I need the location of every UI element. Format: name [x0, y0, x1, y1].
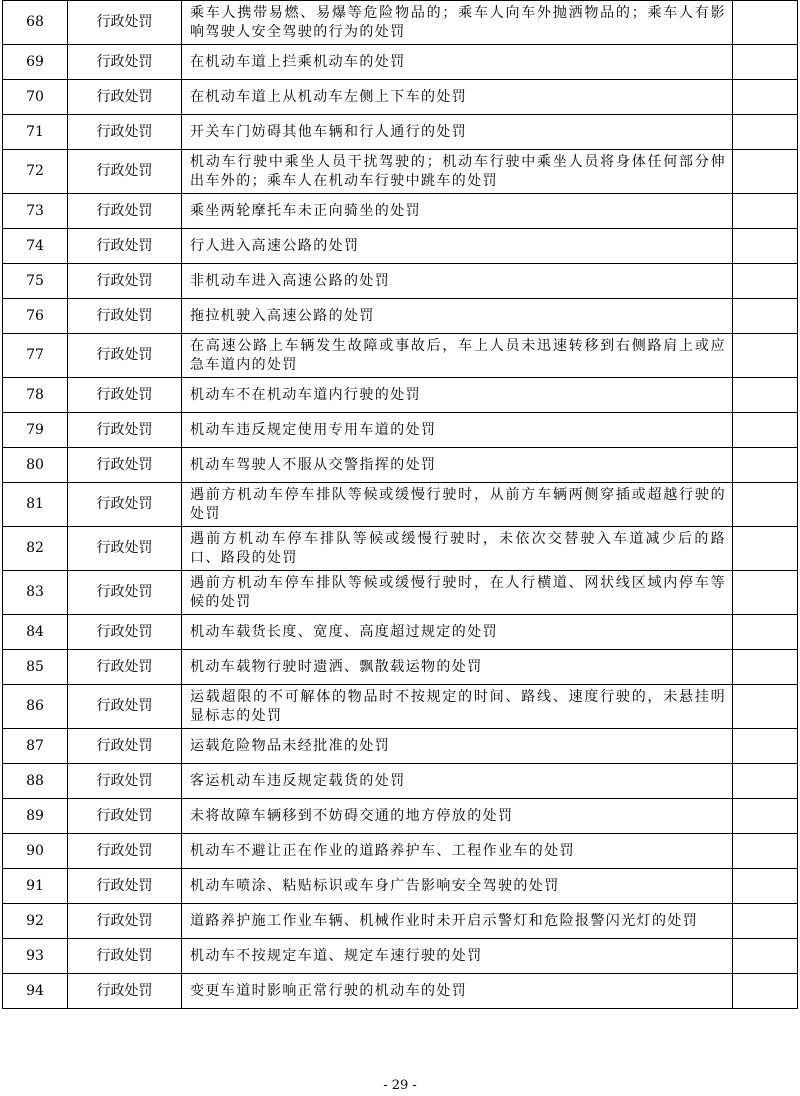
table-row [3, 448, 798, 483]
row-number: 74 [3, 229, 68, 264]
row-remark-cell [733, 413, 798, 448]
table-row [3, 650, 798, 685]
row-number: 69 [3, 45, 68, 80]
table-row [3, 115, 798, 150]
row-category: 行政处罚 [68, 448, 182, 483]
row-category: 行政处罚 [68, 729, 182, 764]
row-remark-cell [733, 527, 798, 571]
table-row [3, 904, 798, 939]
row-remark-cell [733, 264, 798, 299]
row-category: 行政处罚 [68, 45, 182, 80]
row-remark-cell [733, 45, 798, 80]
row-number: 79 [3, 413, 68, 448]
row-category: 行政处罚 [68, 615, 182, 650]
table-row [3, 729, 798, 764]
row-category: 行政处罚 [68, 483, 182, 527]
row-number: 88 [3, 764, 68, 799]
table-row [3, 869, 798, 904]
row-remark-cell [733, 974, 798, 1009]
row-item-name: 变更车道时影响正常行驶的机动车的处罚 [182, 974, 733, 1009]
row-item-name: 机动车不按规定车道、规定车速行驶的处罚 [182, 939, 733, 974]
row-number: 80 [3, 448, 68, 483]
row-category: 行政处罚 [68, 764, 182, 799]
row-category: 行政处罚 [68, 527, 182, 571]
table-row [3, 615, 798, 650]
table-row [3, 194, 798, 229]
row-item-name: 行人进入高速公路的处罚 [182, 229, 733, 264]
row-category: 行政处罚 [68, 194, 182, 229]
row-item-name: 在机动车道上拦乘机动车的处罚 [182, 45, 733, 80]
row-remark-cell [733, 869, 798, 904]
table-row [3, 527, 798, 571]
row-remark-cell [733, 80, 798, 115]
row-remark-cell [733, 729, 798, 764]
table-row [3, 80, 798, 115]
row-item-name: 机动车载物行驶时遗洒、飘散载运物的处罚 [182, 650, 733, 685]
row-remark-cell [733, 150, 798, 194]
row-number: 84 [3, 615, 68, 650]
row-category: 行政处罚 [68, 115, 182, 150]
row-item-name: 遇前方机动车停车排队等候或缓慢行驶时，未依次交替驶入车道减少后的路口、路段的处罚 [182, 527, 733, 571]
row-category: 行政处罚 [68, 299, 182, 334]
row-remark-cell [733, 194, 798, 229]
table-row [3, 264, 798, 299]
row-number: 75 [3, 264, 68, 299]
row-item-name: 遇前方机动车停车排队等候或缓慢行驶时，从前方车辆两侧穿插或超越行驶的处罚 [182, 483, 733, 527]
row-number: 70 [3, 80, 68, 115]
table-row [3, 1, 798, 45]
row-category: 行政处罚 [68, 229, 182, 264]
row-number: 73 [3, 194, 68, 229]
row-remark-cell [733, 299, 798, 334]
row-category: 行政处罚 [68, 869, 182, 904]
row-category: 行政处罚 [68, 571, 182, 615]
row-item-name: 机动车行驶中乘坐人员干扰驾驶的；机动车行驶中乘坐人员将身体任何部分伸出车外的；乘车人在机动车行驶中跳车的处罚 [182, 150, 733, 194]
row-number: 81 [3, 483, 68, 527]
row-category: 行政处罚 [68, 939, 182, 974]
row-category: 行政处罚 [68, 650, 182, 685]
row-category: 行政处罚 [68, 834, 182, 869]
row-number: 89 [3, 799, 68, 834]
row-category: 行政处罚 [68, 799, 182, 834]
row-category: 行政处罚 [68, 80, 182, 115]
row-remark-cell [733, 799, 798, 834]
row-item-name: 乘坐两轮摩托车未正向骑坐的处罚 [182, 194, 733, 229]
table-row [3, 229, 798, 264]
row-remark-cell [733, 615, 798, 650]
row-remark-cell [733, 904, 798, 939]
row-remark-cell [733, 764, 798, 799]
table-row [3, 483, 798, 527]
row-item-name: 运载危险物品未经批准的处罚 [182, 729, 733, 764]
row-remark-cell [733, 115, 798, 150]
row-number: 68 [3, 1, 68, 45]
row-number: 91 [3, 869, 68, 904]
row-number: 87 [3, 729, 68, 764]
row-category: 行政处罚 [68, 413, 182, 448]
table-row [3, 799, 798, 834]
penalty-table [2, 0, 798, 1009]
row-item-name: 道路养护施工作业车辆、机械作业时未开启示警灯和危险报警闪光灯的处罚 [182, 904, 733, 939]
table-row [3, 764, 798, 799]
row-number: 77 [3, 334, 68, 378]
penalty-table-body [3, 1, 798, 1009]
row-item-name: 机动车违反规定使用专用车道的处罚 [182, 413, 733, 448]
row-item-name: 乘车人携带易燃、易爆等危险物品的；乘车人向车外抛洒物品的；乘车人有影响驾驶人安全驾驶的行为的处罚 [182, 1, 733, 45]
row-number: 71 [3, 115, 68, 150]
row-category: 行政处罚 [68, 1, 182, 45]
table-row [3, 150, 798, 194]
table-row [3, 299, 798, 334]
row-item-name: 客运机动车违反规定载货的处罚 [182, 764, 733, 799]
row-remark-cell [733, 448, 798, 483]
row-number: 92 [3, 904, 68, 939]
row-category: 行政处罚 [68, 685, 182, 729]
table-row [3, 974, 798, 1009]
row-item-name: 开关车门妨碍其他车辆和行人通行的处罚 [182, 115, 733, 150]
row-item-name: 机动车驾驶人不服从交警指挥的处罚 [182, 448, 733, 483]
row-category: 行政处罚 [68, 904, 182, 939]
table-row [3, 413, 798, 448]
row-remark-cell [733, 483, 798, 527]
row-item-name: 机动车载货长度、宽度、高度超过规定的处罚 [182, 615, 733, 650]
table-row [3, 378, 798, 413]
row-category: 行政处罚 [68, 150, 182, 194]
row-number: 72 [3, 150, 68, 194]
penalty-table-container [2, 0, 797, 1009]
row-number: 86 [3, 685, 68, 729]
row-item-name: 非机动车进入高速公路的处罚 [182, 264, 733, 299]
row-category: 行政处罚 [68, 974, 182, 1009]
row-number: 90 [3, 834, 68, 869]
row-remark-cell [733, 378, 798, 413]
row-category: 行政处罚 [68, 334, 182, 378]
row-item-name: 机动车不在机动车道内行驶的处罚 [182, 378, 733, 413]
row-item-name: 机动车喷涂、粘贴标识或车身广告影响安全驾驶的处罚 [182, 869, 733, 904]
table-row [3, 45, 798, 80]
row-number: 85 [3, 650, 68, 685]
row-item-name: 遇前方机动车停车排队等候或缓慢行驶时，在人行横道、网状线区域内停车等候的处罚 [182, 571, 733, 615]
row-remark-cell [733, 334, 798, 378]
row-number: 76 [3, 299, 68, 334]
row-category: 行政处罚 [68, 264, 182, 299]
row-remark-cell [733, 834, 798, 869]
row-item-name: 在高速公路上车辆发生故障或事故后，车上人员未迅速转移到右侧路肩上或应急车道内的处罚 [182, 334, 733, 378]
row-remark-cell [733, 650, 798, 685]
row-remark-cell [733, 939, 798, 974]
page-number: - 29 - [383, 1078, 417, 1093]
row-number: 82 [3, 527, 68, 571]
row-number: 83 [3, 571, 68, 615]
row-item-name: 拖拉机驶入高速公路的处罚 [182, 299, 733, 334]
table-row [3, 571, 798, 615]
row-item-name: 未将故障车辆移到不妨碍交通的地方停放的处罚 [182, 799, 733, 834]
table-row [3, 685, 798, 729]
table-row [3, 834, 798, 869]
row-category: 行政处罚 [68, 378, 182, 413]
row-number: 94 [3, 974, 68, 1009]
row-remark-cell [733, 229, 798, 264]
row-remark-cell [733, 685, 798, 729]
row-item-name: 运载超限的不可解体的物品时不按规定的时间、路线、速度行驶的，未悬挂明显标志的处罚 [182, 685, 733, 729]
row-remark-cell [733, 1, 798, 45]
table-row [3, 939, 798, 974]
row-item-name: 机动车不避让正在作业的道路养护车、工程作业车的处罚 [182, 834, 733, 869]
row-remark-cell [733, 571, 798, 615]
row-item-name: 在机动车道上从机动车左侧上下车的处罚 [182, 80, 733, 115]
row-number: 78 [3, 378, 68, 413]
table-row [3, 334, 798, 378]
row-number: 93 [3, 939, 68, 974]
